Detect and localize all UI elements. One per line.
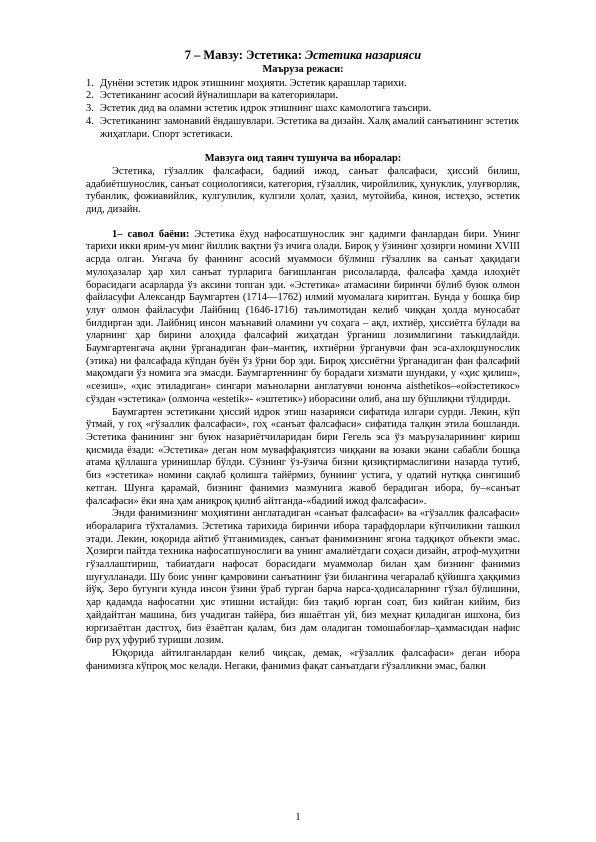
page-title (86, 48, 520, 63)
plan-list (86, 78, 520, 142)
plan-item-text: Эстетиканинг замонавий ёндашувлари. Эстетика ва дизайн. Халқ амалий санъатининг эстетик жиҳатлари. Спорт эстетикаси. (100, 115, 519, 140)
section1-label: 1– савол баёни: (112, 228, 190, 240)
plan-item (86, 78, 520, 91)
page-number: 1 (295, 812, 301, 823)
section1-paragraph-4: Юқорида айтилганлардан келиб чиқсак, демак, «гўзаллик фалсафаси» деган ибора фанимизга кўпроқ мос келади. Негаки, фанимиз фақат санъатдаги гўзалликни эмас, балки (86, 647, 520, 672)
section1-paragraph-2: Баумгартен эстетикани ҳиссий идрок этиш назарияси сифатида илгари сурди. Лекин, кўп ўтмай, у гоҳ «гўзаллик фалсафаси», гоҳ «санъат фалсафаси» сифатида талқин этила бошланди. Эстетика фанининг энг буюк назариётчиларидан бири Гегель эса ўз маърузаларининг кириш қисмида ёзади: «Эстетика» деган ном мувaффақиятсиз чиққани ва юзаки экани сабабли бошқа атама қўллашга уринишлар бўлди. Сўзнинг ўз-ўзича бизни қизиқтирмаслигини назарда тутиб, биз «эстетика» номини сақлаб қолишга тайёрмиз, буниинг устига, у одатий нутққа сингишиб кетган. Шунга қарамай, бизнинг фанимиз мазмунига жавоб берадиган ибора, бу–«санъат фалсафаси» ёки яна ҳам аниқроқ қилиб айтганда-«бадиий ижод фалсафаси». (86, 406, 520, 507)
title-main: Эстетика: (245, 48, 302, 62)
plan-item-text: Эстетиканинг асосий йўналишлари ва категориялари. (100, 90, 338, 102)
concepts-heading: Мавзуга оид таянч тушунча ва иборалар: (204, 153, 402, 165)
section1-paragraph-1 (86, 229, 520, 407)
plan-heading: Маъруза режаси: (262, 64, 344, 75)
title-subtitle: Эстетика назарияси (305, 48, 422, 62)
plan-item-text: Эстетик дид ва оламни эстетик идрок этишнинг шахс камолотига таъсири. (100, 103, 432, 115)
concepts-paragraph: Эстетика, гўзаллик фалсафаси, бадиий ижод, санъат фалсафаси, ҳиссий билиш, адабиётшунослик, санъат социологияси, категория, гўзаллик, чиройлилик, ҳунуклик, улуғворлик, тубанлик, фожиавийлик, кулгулилик, кулгили ҳолат, ҳазил, мутойиба, киноя, истеҳзо, эстетик дид, дизайн. (86, 165, 520, 216)
title-prefix: 7 – Мавзу: (184, 48, 243, 62)
plan-item-number: 1. (86, 77, 94, 89)
plan-item (86, 90, 520, 103)
plan-item-text: Дунёни эстетик идрок этишнинг моҳияти. Эстетик қарашлар тарихи. (100, 77, 407, 89)
document-page (86, 48, 520, 673)
plan-item (86, 116, 520, 141)
section1-paragraph-3: Энди фанимизнинг моҳиятини англатадиган «санъат фалсафаси» ва «гўзаллик фалсафаси» ибораларига тўхталамиз. Эстетика тарихида биринчи ибора тарафдорлари кўпчиликни ташкил этади. Лекин, юқорида айтиб ўтганимиздек, санъат фанимизнинг ягона тадқиқот объекти эмас. Ҳозирги пайтда техника нафосатшунослиги ва унинг амалиётдаги соҳаси дизайн, атроф-муҳитни гўзаллаштириш, табиатдаги нафосат борасидаги муаммолар билан ҳам бизнинг фанимиз шуғулланади. Шу боис унинг қамровини санъатнинг ўзи билангина чегаралаб қўйишга ҳаққимиз йўқ. Зеро бугунги кунда инсон ўзини ўраб турган барча нарса-ҳодисаларнинг гўзал бўлишини, ҳар қадамда нафосатни ҳис этишни истайди: биз тақиб юрган соат, биз кийган кийим, биз ҳайдайтган машина, биз учадиган тайёра, биз яшаётган уй, биз меҳнат қиладиган ишхона, биз юргизаётган дастгоҳ, биз ёзаётган қалам, биз дам оладиган томошабоғлар–ҳаммасидан нафис бир руҳ уфуриб туриши лозим. (86, 508, 520, 647)
plan-item (86, 103, 520, 116)
plan-item-number: 3. (86, 103, 94, 115)
plan-item-number: 2. (86, 90, 94, 102)
section1-paragraph-1-text: Эстетика ёхуд нафосатшунослик энг қадимги фанлардан бири. Унинг тарихи икки ярим-уч минг йиллик вақтни ўз ичига олади. Бироқ у ўзининг ҳозирги номини XVIII асрда олган. Унгача бу фаннинг асосий муаммоси бўлмиш гўзаллик ва санъат ҳақидаги мулоҳазалар ҳар хил санъат турларига бағишланган рисолаларда, фалсафа ҳамда илоҳиёт борасидаги асарларда ўз аксини топган эди. «Эстетика» атамасини биринчи бўлиб буюк олмон файласуфи Александр Баумгартен (1714—1762) илмий муомалага киритган. Бунда у бошқа бир улуғ олмон файласуфи Лайбниц (1646-1716) таълимотидан келиб чиққан ҳолда муносабат билдирган эди. Лайбниц инсон маънавий оламини уч соҳага – ақл, ихтиёр, ҳиссиётга бўлади ва уларнинг ҳар бирини алоҳида фалсафий жиҳатдан ўрганиш лозимлигини таъкидлайди. Баумгартенгача ақлни ўрганадиган фан–мантиқ, ихтиёрни ўрганувчи фан эса-ахлоқшунослик (этика) ни фалсафада кўпдан буён ўз ўрни бор эди. Бироқ ҳиссиётни ўрганадиган фан фалсафий мақомдаги ўз номига эга эмасди. Баумгартеннинг бу борадаги хизмати шундаки, у «ҳис қилиш», «сезиш», «ҳис этиладиган» сингари маъноларни англатувчи юнонча aisthetikos–«ойэстетикос» сўздан «эстетика» (олмонча «estetik»- «эштетик») иборасини олиб, ана шу бўшлиқни тўлдирди. (86, 228, 520, 405)
plan-item-number: 4. (86, 115, 94, 127)
